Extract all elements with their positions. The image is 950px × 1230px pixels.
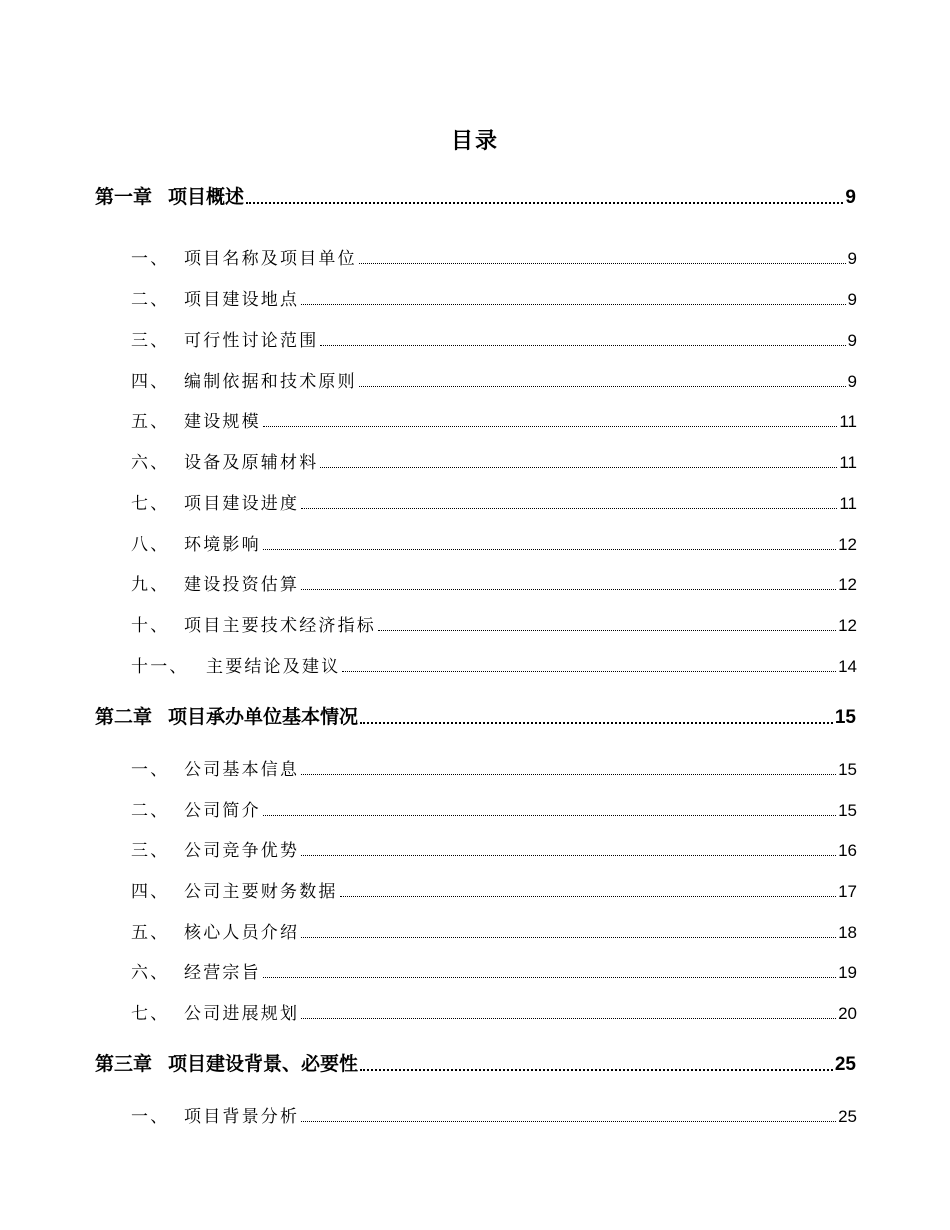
toc-entry-label: 项目承办单位基本情况 <box>168 706 359 728</box>
toc-entry-page: 15 <box>834 707 856 728</box>
toc-entry-page: 9 <box>847 249 857 268</box>
dot-leader <box>359 263 846 264</box>
toc-entry-number: 十一、 <box>131 657 189 677</box>
toc-entry-number: 三、 <box>131 841 170 861</box>
toc-entry-label: 编制依据和技术原则 <box>184 372 357 392</box>
toc-entry-label: 项目概述 <box>168 186 245 208</box>
toc-entry-page: 17 <box>838 882 857 901</box>
toc-entry-page: 11 <box>839 453 857 472</box>
dot-leader <box>320 467 837 468</box>
toc-entry-label: 项目建设背景、必要性 <box>168 1053 359 1075</box>
toc-entry-label: 项目背景分析 <box>184 1107 300 1127</box>
toc-entry-label: 主要结论及建议 <box>206 657 341 677</box>
toc-entry-number: 五、 <box>131 412 170 432</box>
toc-entry-section[interactable] <box>131 878 857 902</box>
dot-leader <box>359 386 846 387</box>
toc-entry-page: 9 <box>847 290 857 309</box>
toc-title: 目录 <box>450 129 499 154</box>
toc-entry-number: 三、 <box>131 331 170 351</box>
toc-entry-label: 项目主要技术经济指标 <box>184 616 376 636</box>
toc-entry-chapter-2[interactable] <box>95 703 856 729</box>
toc-entry-section[interactable] <box>131 571 857 595</box>
toc-entry-page: 14 <box>838 657 857 676</box>
toc-entry-number: 第二章 <box>95 706 153 728</box>
toc-entry-number: 十、 <box>131 616 170 636</box>
toc-entry-number: 八、 <box>131 535 170 555</box>
toc-entry-section[interactable] <box>131 919 857 943</box>
toc-entry-label: 公司竞争优势 <box>184 841 300 861</box>
toc-entry-page: 9 <box>847 372 857 391</box>
toc-entry-chapter-3[interactable] <box>95 1050 856 1076</box>
toc-entry-section[interactable] <box>131 245 857 269</box>
dot-leader <box>263 977 836 978</box>
toc-entry-section[interactable] <box>131 797 857 821</box>
toc-entry-number: 四、 <box>131 882 170 902</box>
dot-leader <box>301 589 836 590</box>
toc-entry-label: 经营宗旨 <box>184 963 261 983</box>
dot-leader <box>342 671 836 672</box>
toc-entry-section[interactable] <box>131 408 857 432</box>
dot-leader <box>301 1018 836 1019</box>
dot-leader <box>246 202 843 204</box>
toc-entry-number: 七、 <box>131 1004 170 1024</box>
toc-entry-label: 项目名称及项目单位 <box>184 249 357 269</box>
toc-entry-page: 11 <box>839 412 857 431</box>
toc-entry-number: 一、 <box>131 760 170 780</box>
toc-entry-page: 11 <box>839 494 857 513</box>
dot-leader <box>360 722 833 724</box>
toc-entry-number: 七、 <box>131 494 170 514</box>
toc-entry-page: 12 <box>838 535 857 554</box>
toc-entry-page: 25 <box>834 1054 856 1075</box>
toc-entry-label: 可行性讨论范围 <box>184 331 319 351</box>
dot-leader <box>378 630 836 631</box>
toc-entry-section[interactable] <box>131 1103 857 1127</box>
dot-leader <box>301 855 836 856</box>
toc-entry-label: 项目建设进度 <box>184 494 300 514</box>
toc-entry-number: 六、 <box>131 963 170 983</box>
toc-entry-label: 建设投资估算 <box>184 575 300 595</box>
dot-leader <box>301 937 836 938</box>
toc-entry-chapter-1[interactable] <box>95 183 856 209</box>
toc-entry-number: 六、 <box>131 453 170 473</box>
dot-leader <box>360 1069 833 1071</box>
dot-leader <box>263 426 838 427</box>
toc-entry-page: 18 <box>838 923 857 942</box>
toc-entry-section[interactable] <box>131 612 857 636</box>
toc-entry-page: 12 <box>838 616 857 635</box>
toc-entry-page: 20 <box>838 1004 857 1023</box>
toc-entry-page: 25 <box>838 1107 857 1126</box>
toc-entry-section[interactable] <box>131 837 857 861</box>
dot-leader <box>301 304 845 305</box>
toc-entry-page: 9 <box>847 331 857 350</box>
toc-entry-number: 一、 <box>131 1107 170 1127</box>
toc-entry-section[interactable] <box>131 449 857 473</box>
toc-entry-label: 核心人员介绍 <box>184 923 300 943</box>
dot-leader <box>263 815 836 816</box>
toc-entry-number: 二、 <box>131 290 170 310</box>
toc-entry-section[interactable] <box>131 1000 857 1024</box>
toc-entry-page: 16 <box>838 841 857 860</box>
toc-entry-number: 五、 <box>131 923 170 943</box>
toc-entry-section[interactable] <box>131 490 857 514</box>
toc-entry-label: 设备及原辅材料 <box>184 453 319 473</box>
toc-entry-section[interactable] <box>131 368 857 392</box>
toc-entry-label: 公司基本信息 <box>184 760 300 780</box>
toc-entry-section[interactable] <box>131 327 857 351</box>
dot-leader <box>301 508 837 509</box>
dot-leader <box>263 549 836 550</box>
toc-entry-number: 第三章 <box>95 1053 153 1075</box>
toc-entry-label: 公司简介 <box>184 801 261 821</box>
dot-leader <box>301 1121 836 1122</box>
toc-entry-number: 二、 <box>131 801 170 821</box>
toc-entry-section[interactable] <box>131 959 857 983</box>
toc-entry-number: 一、 <box>131 249 170 269</box>
toc-entry-label: 公司进展规划 <box>184 1004 300 1024</box>
toc-entry-section[interactable] <box>131 653 857 677</box>
toc-entry-label: 环境影响 <box>184 535 261 555</box>
toc-entry-number: 四、 <box>131 372 170 392</box>
toc-entry-page: 15 <box>838 760 857 779</box>
dot-leader <box>340 896 836 897</box>
toc-entry-page: 15 <box>838 801 857 820</box>
toc-entry-number: 九、 <box>131 575 170 595</box>
toc-entry-page: 9 <box>845 187 856 208</box>
toc-entry-label: 公司主要财务数据 <box>184 882 338 902</box>
dot-leader <box>301 774 836 775</box>
toc-entry-page: 12 <box>838 575 857 594</box>
toc-entry-label: 项目建设地点 <box>184 290 300 310</box>
toc-entry-section[interactable] <box>131 531 857 555</box>
toc-entry-section[interactable] <box>131 286 857 310</box>
dot-leader <box>320 345 845 346</box>
toc-entry-label: 建设规模 <box>184 412 261 432</box>
toc-entry-page: 19 <box>838 963 857 982</box>
toc-entry-section[interactable] <box>131 756 857 780</box>
toc-entry-number: 第一章 <box>95 186 153 208</box>
